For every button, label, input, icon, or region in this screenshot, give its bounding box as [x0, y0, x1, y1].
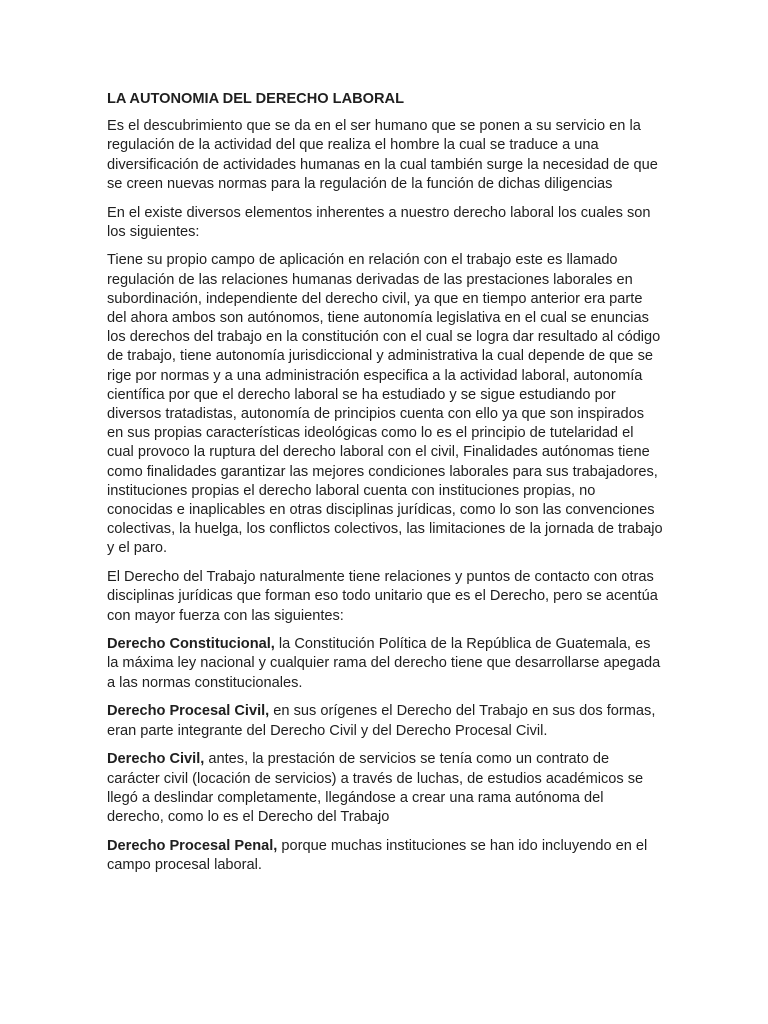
relation-text: antes, la prestación de servicios se tenía como un contrato de carácter civil (locación de servicios) a través de luchas, de estudios académicos se llegó a deslindar completamente, llegándose a crear una rama autónoma del derecho, como lo es el Derecho del Trabajo: [107, 751, 644, 825]
paragraph-autonomy: Tiene su propio campo de aplicación en relación con el trabajo este es llamado regulación de las relaciones humanas derivadas de las prestaciones laborales en subordinación, independiente del derecho civil, ya que en tiempo anterior era parte del ahora ambos son autónomos, tiene autonomía legislativa en el cual se enuncias los derechos del trabajo en la constitución con el cual se logra dar resultado al código de trabajo, tiene autonomía jurisdiccional y administrativa la cual depende de que se rige por normas y a una administración especifica a la actividad laboral, autonomía científica por que el derecho laboral se ha estudiado y se sigue estudiando por diversos tratadistas, autonomía de principios cuenta con ello ya que son inspirados en sus propias características ideológicas como lo es el principio de tutelaridad el cual provoco la ruptura del derecho laboral con el civil, Finalidades autónomas tiene como finalidades garantizar las mejores condiciones laborales para sus trabajadores, instituciones propias el derecho laboral cuenta con instituciones propias, no conocidas e inaplicables en otras disciplinas jurídicas, como lo son las convenciones colectivas, la huelga, los conflictos colectivos, las limitaciones de la jornada de trabajo y el paro.: [107, 252, 663, 557]
paragraph-relations: El Derecho del Trabajo naturalmente tiene relaciones y puntos de contacto con otras disciplinas jurídicas que forman eso todo unitario que es el Derecho, pero se acentúa con mayor fuerza con las siguientes:: [107, 569, 658, 624]
relation-procesal-civil: [107, 702, 663, 740]
relation-term: Derecho Procesal Penal,: [107, 837, 278, 854]
relation-procesal-penal: [107, 837, 663, 875]
document-body: [107, 90, 663, 885]
relation-text: porque muchas instituciones se han ido incluyendo en el campo procesal laboral.: [107, 837, 648, 873]
relation-term: Derecho Constitucional,: [107, 636, 275, 653]
document-title: LA AUTONOMIA DEL DERECHO LABORAL: [107, 91, 405, 107]
paragraph-intro: Es el descubrimiento que se da en el ser humano que se ponen a su servicio en la regulación de la actividad del que realiza el hombre la cual se traduce a una diversificación de actividades humanas en la cual también surge la necesidad de que se creen nuevas normas para la regulación de la función de dichas diligencias: [107, 118, 658, 192]
relation-civil: [107, 750, 663, 827]
relation-constitutional: [107, 635, 663, 693]
paragraph-elements: En el existe diversos elementos inherentes a nuestro derecho laboral los cuales son los siguientes:: [107, 204, 651, 240]
relation-term: Derecho Procesal Civil,: [107, 703, 270, 720]
relation-term: Derecho Civil,: [107, 751, 205, 768]
relation-text: en sus orígenes el Derecho del Trabajo en sus dos formas, eran parte integrante del Derecho Civil y del Derecho Procesal Civil.: [107, 703, 656, 739]
relation-text: la Constitución Política de la República de Guatemala, es la máxima ley nacional y cualquier rama del derecho tiene que desarrollarse apegada a las normas constitucionales.: [107, 636, 661, 691]
